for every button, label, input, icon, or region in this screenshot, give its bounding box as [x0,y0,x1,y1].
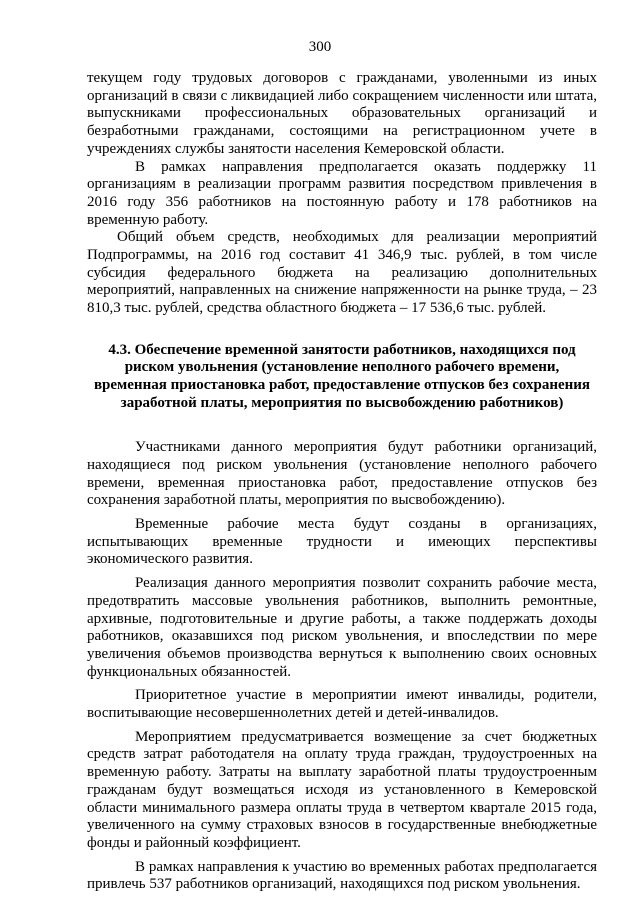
paragraph: Реализация данного мероприятия позволит сохранить рабочие места, предотвратить массовые увольнения работников, выполнить ремонтные, архивные, подготовительные и другие работы, а также поддержать доходы работников, оказавшихся под риском увольнения, и впоследствии по мере увеличения объемов производства вернуться к выполнению своих основных функциональных обязанностей. [87,575,597,680]
paragraph: Участниками данного мероприятия будут работники организаций, находящиеся под риском увольнения (установление неполного рабочего времени, временная приостановка работ, предоставление отпусков без сохранения заработной платы, мероприятия по высвобождению). [87,439,597,509]
paragraph: В рамках направления к участию во временных работах предполагается привлечь 537 работников организаций, находящихся под риском увольнения. [87,858,597,893]
paragraph: Общий объем средств, необходимых для реализации мероприятий Подпрограммы, на 2016 год составит 41 346,9 тыс. рублей, в том числе субсидия федерального бюджета на реализацию дополнительных мероприятий, направленных на снижение напряженности на рынке труда, – 23 810,3 тыс. рублей, средства областного бюджета – 17 536,6 тыс. рублей. [87,229,597,317]
page-number: 300 [308,39,332,55]
paragraph: текущем году трудовых договоров с гражданами, уволенными из иных организаций в связи с ликвидацией либо сокращением численности или штата, выпускниками профессиональных образовательных организаций и безработными гражданами, состоящими на регистрационном учете в учреждениях службы занятости населения Кемеровской области. [87,70,597,157]
section-heading: 4.3. Обеспечение временной занятости работников, находящихся под риском увольнения (установление неполного рабочего времени, временная приостановка работ, предоставление отпусков без сохранения заработной платы, мероприятия по высвобождению работников) [93,341,591,411]
paragraph: Временные рабочие места будут созданы в организациях, испытывающих временные трудности и имеющих перспективы экономического развития. [87,516,597,568]
paragraph: В рамках направления предполагается оказать поддержку 11 организациям в реализации программ развития посредством привлечения в 2016 году 356 работников на постоянную работу и 178 работников на временную работу. [87,158,597,228]
paragraph: Приоритетное участие в мероприятии имеют инвалиды, родители, воспитывающие несовершеннолетних детей и детей-инвалидов. [87,687,597,722]
page-body [87,70,597,894]
paragraph: Мероприятием предусматривается возмещение за счет бюджетных средств затрат работодателя на оплату труда граждан, трудоустроенных на временную работу. Затраты на выплату заработной платы трудоустроенным гражданам будут возмещаться исходя из установленного в Кемеровской области минимального размера оплаты труда в четвертом квартале 2015 года, увеличенного на сумму страховых взносов в государственные внебюджетные фонды и районный коэффициент. [87,728,597,851]
